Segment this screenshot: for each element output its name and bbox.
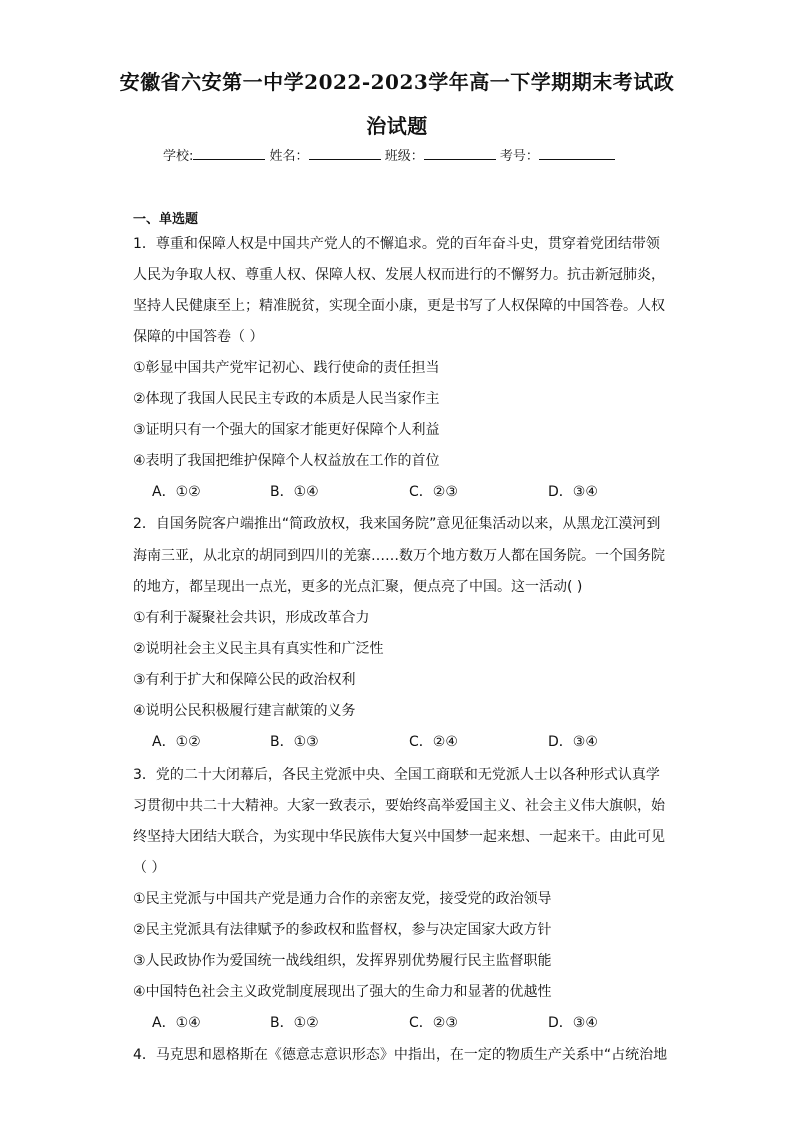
statement-item: ②民主党派具有法律赋予的参政权和监督权，参与决定国家大政方针	[133, 922, 552, 938]
option-b[interactable]: B．①④	[270, 484, 319, 500]
statement-item: ②说明社会主义民主具有真实性和广泛性	[133, 641, 384, 657]
section-heading: 一、单选题	[133, 212, 199, 227]
question-text-line: （ ）	[133, 860, 166, 876]
question-text-line: 人民为争取人权、尊重人权、保障人权、发展人权而进行的不懈努力。抗击新冠肺炎，	[133, 267, 665, 283]
page-title-line-2: 治试题	[366, 114, 428, 138]
student-info-row	[163, 145, 615, 164]
statement-item: ④说明公民积极履行建言献策的义务	[133, 703, 356, 719]
question-text-line: 的地方，都呈现出一点光，更多的光点汇聚，便点亮了中国。这一活动( )	[133, 579, 583, 595]
question-text-line: 终坚持大团结大联合，为实现中华民族伟大复兴中国梦一起来想、一起来干。由此可见	[133, 829, 665, 845]
statement-item: ④中国特色社会主义政党制度展现出了强大的生命力和显著的优越性	[133, 984, 552, 1000]
option-b[interactable]: B．①②	[270, 1015, 319, 1031]
option-d[interactable]: D．③④	[548, 1015, 598, 1031]
name-blank[interactable]	[309, 147, 381, 160]
option-c[interactable]: C．②③	[409, 484, 458, 500]
number-blank[interactable]	[539, 147, 615, 160]
statement-item: ④表明了我国把维护保障个人权益放在工作的首位	[133, 453, 440, 469]
school-label: 学校:	[163, 149, 194, 164]
statement-item: ①彰显中国共产党牢记初心、践行使命的责任担当	[133, 360, 440, 376]
question-text-line: 坚持人民健康至上；精准脱贫，实现全面小康，更是书写了人权保障的中国答卷。人权	[133, 298, 665, 314]
option-a[interactable]: A．①④	[152, 1015, 201, 1031]
option-b[interactable]: B．①③	[270, 734, 319, 750]
question-text-line: 习贯彻中共二十大精神。大家一致表示，要始终高举爱国主义、社会主义伟大旗帜，始	[133, 798, 665, 814]
question-text-line: 4．马克思和恩格斯在《德意志意识形态》中指出，在一定的物质生产关系中“占统治地	[133, 1047, 668, 1063]
name-label: 姓名：	[269, 149, 309, 164]
option-d[interactable]: D．③④	[548, 484, 598, 500]
option-c[interactable]: C．②③	[409, 1015, 458, 1031]
question-text-line: 1．尊重和保障人权是中国共产党人的不懈追求。党的百年奋斗史，贯穿着党团结带领	[133, 236, 660, 252]
option-c[interactable]: C．②④	[409, 734, 458, 750]
class-label: 班级：	[384, 149, 424, 164]
class-blank[interactable]	[424, 147, 496, 160]
option-a[interactable]: A．①②	[152, 734, 201, 750]
statement-item: ③人民政协作为爱国统一战线组织，发挥界别优势履行民主监督职能	[133, 953, 552, 969]
school-blank[interactable]	[193, 147, 265, 160]
statement-item: ③证明只有一个强大的国家才能更好保障个人利益	[133, 422, 440, 438]
statement-item: ①有利于凝聚社会共识，形成改革合力	[133, 610, 370, 626]
page-title-line-1: 安徽省六安第一中学2022-2023学年高一下学期期末考试政	[119, 70, 675, 94]
question-text-line: 保障的中国答卷（ ）	[133, 329, 264, 345]
statement-item: ①民主党派与中国共产党是通力合作的亲密友党，接受党的政治领导	[133, 891, 552, 907]
option-d[interactable]: D．③④	[548, 734, 598, 750]
number-label: 考号：	[499, 149, 539, 164]
question-text-line: 海南三亚，从北京的胡同到四川的羌寨……数万个地方数万人都在国务院。一个国务院	[133, 548, 665, 564]
statement-item: ③有利于扩大和保障公民的政治权利	[133, 672, 356, 688]
option-a[interactable]: A．①②	[152, 484, 201, 500]
statement-item: ②体现了我国人民民主专政的本质是人民当家作主	[133, 391, 440, 407]
question-text-line: 3．党的二十大闭幕后，各民主党派中央、全国工商联和无党派人士以各种形式认真学	[133, 767, 660, 783]
question-text-line: 2．自国务院客户端推出“简政放权，我来国务院”意见征集活动以来，从黑龙江漠河到	[133, 516, 661, 532]
